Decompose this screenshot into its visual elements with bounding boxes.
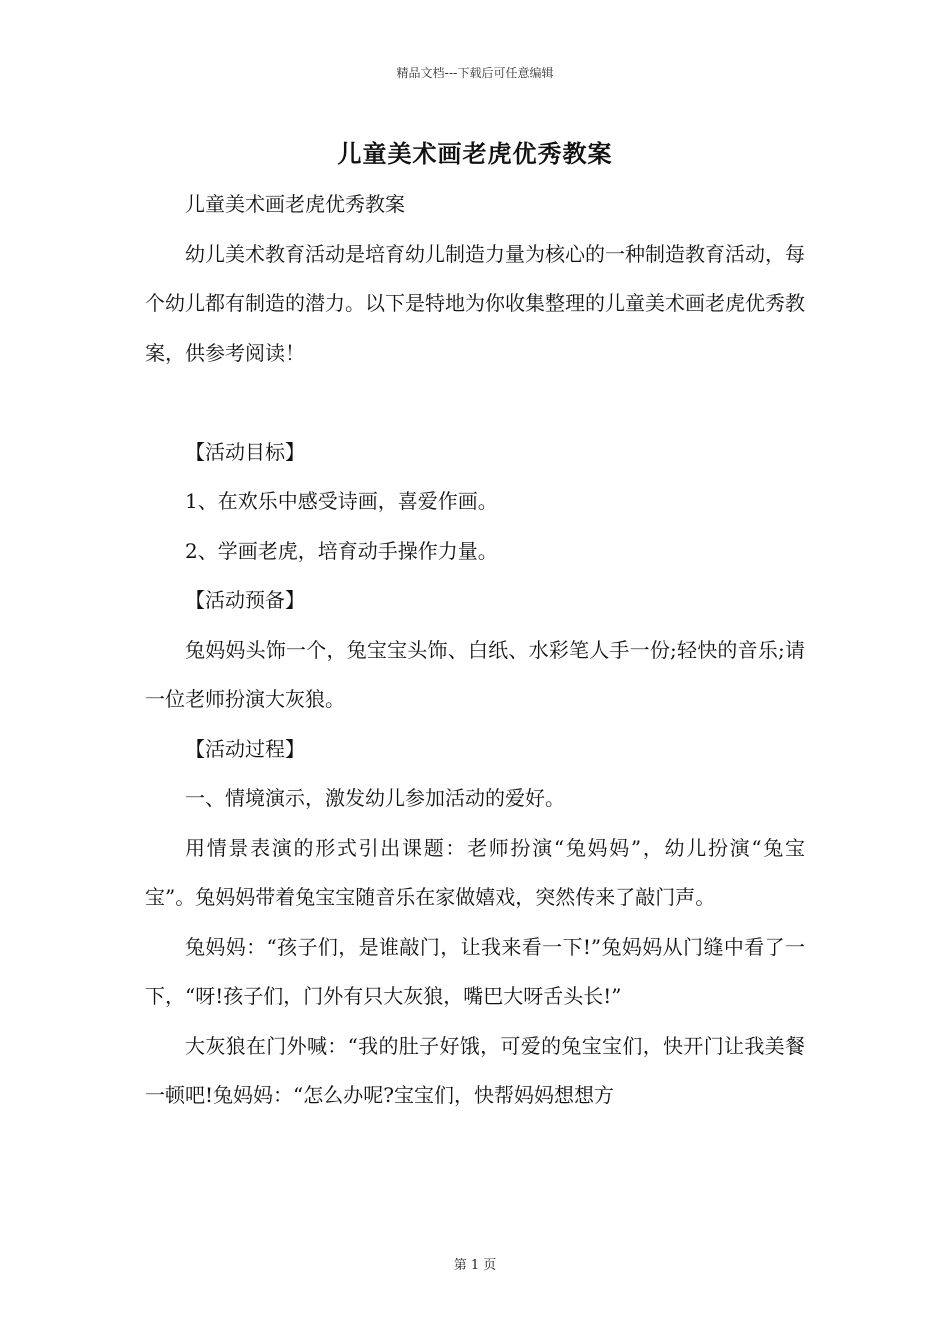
header-note: 精品文档---下载后可任意编辑 [396, 66, 554, 80]
paragraph-spacer [145, 378, 805, 428]
goal-item-2: 2、学画老虎，培育动手操作力量。 [185, 538, 498, 563]
paragraph-subtitle: 儿童美术画老虎优秀教案 [185, 192, 405, 216]
section-heading-process: 【活动过程】 [185, 736, 305, 761]
section-heading-goals: 【活动目标】 [185, 439, 305, 464]
paragraph-dialogue-2: 大灰狼在门外喊：“我的肚子好饿，可爱的兔宝宝们，快开门让我美餐一顿吧!兔妈妈：“怎么办呢?宝宝们，快帮妈妈想想方 [145, 1033, 805, 1107]
goal-item-1: 1、在欢乐中感受诗画，喜爱作画。 [185, 489, 498, 513]
page-number: 第 1 页 [453, 1258, 497, 1273]
paragraph-preparation: 兔妈妈头饰一个，兔宝宝头饰、白纸、水彩笔人手一份;轻快的音乐;请一位老师扮演大灰狼。 [145, 637, 805, 711]
process-step-1: 一、情境演示，激发幼儿参加活动的爱好。 [185, 786, 565, 810]
document-body [145, 180, 805, 1121]
document-title: 儿童美术画老虎优秀教案 [337, 139, 613, 168]
paragraph-intro: 幼儿美术教育活动是培育幼儿制造力量为核心的一种制造教育活动，每个幼儿都有制造的潜力。以下是特地为你收集整理的儿童美术画老虎优秀教案，供参考阅读！ [145, 241, 805, 365]
section-heading-preparation: 【活动预备】 [185, 588, 305, 612]
paragraph-scene: 用情景表演的形式引出课题：老师扮演“兔妈妈”，幼儿扮演“兔宝宝”。兔妈妈带着兔宝宝随音乐在家做嬉戏，突然传来了敲门声。 [145, 835, 805, 909]
paragraph-dialogue-1: 兔妈妈：“孩子们，是谁敲门，让我来看一下!”兔妈妈从门缝中看了一下，“呀!孩子们，门外有只大灰狼，嘴巴大呀舌头长!” [145, 934, 805, 1008]
